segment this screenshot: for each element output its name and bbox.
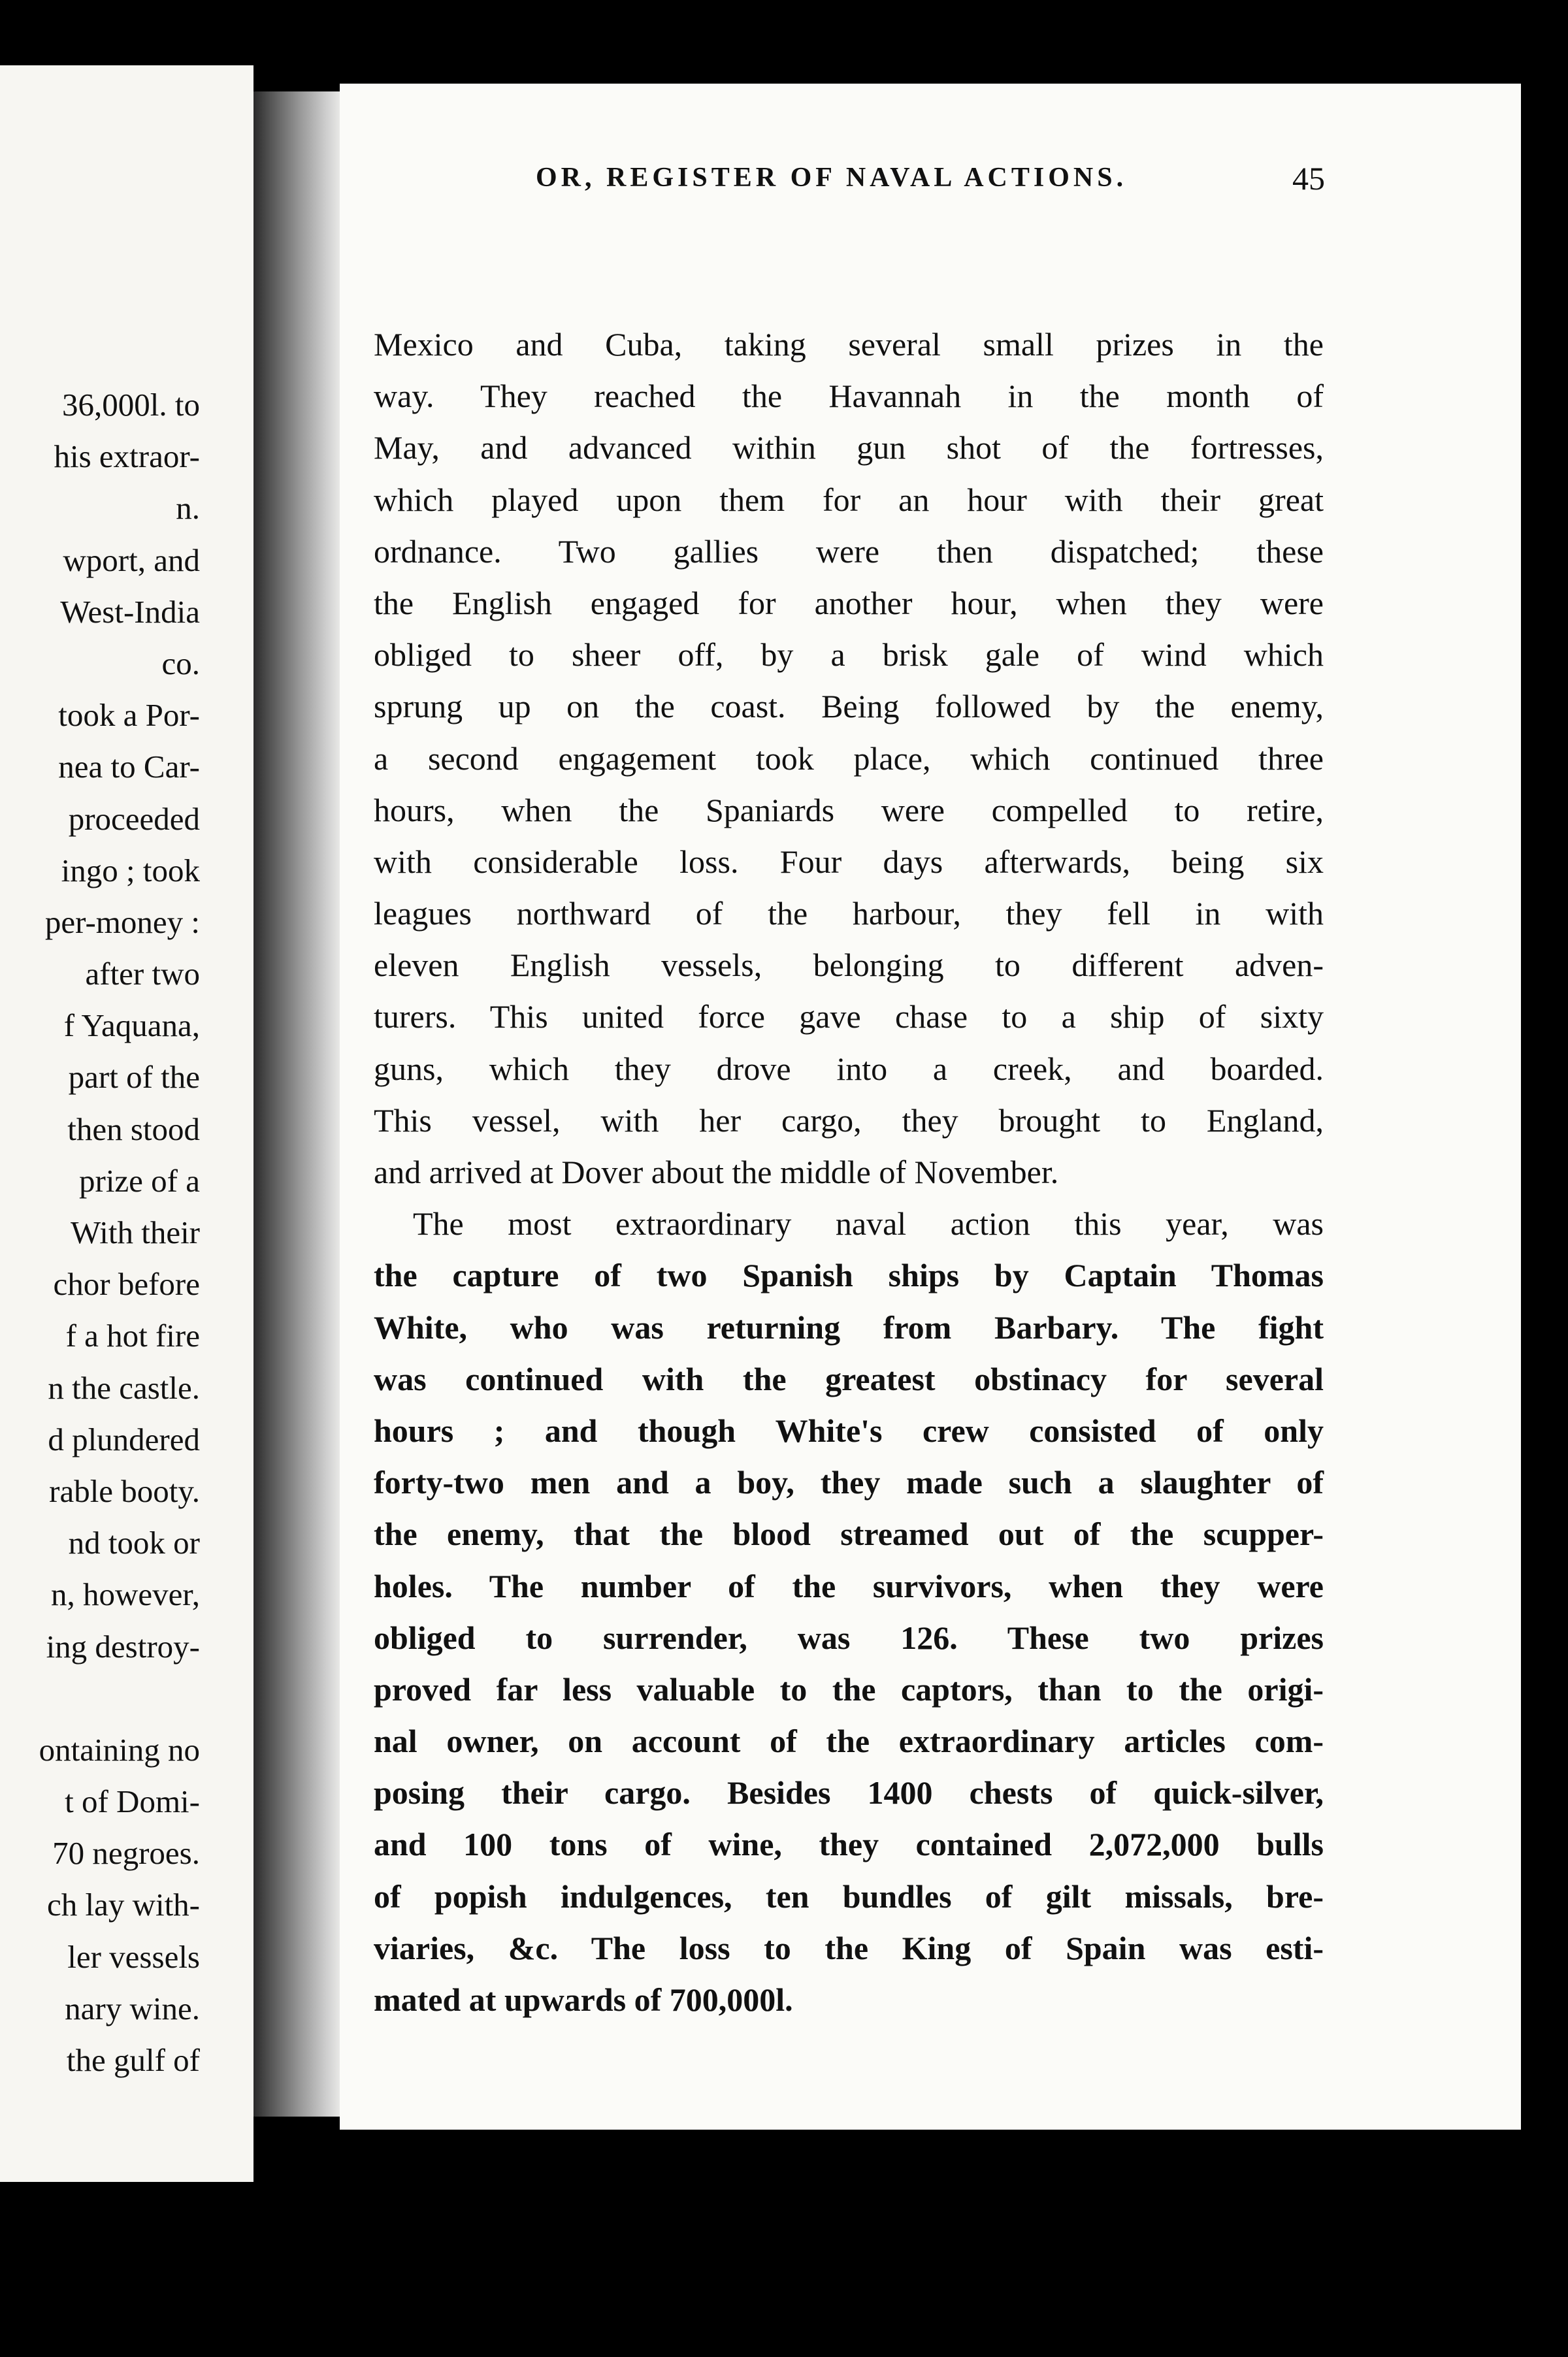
text-line: the English engaged for another hour, when they were xyxy=(374,584,1324,621)
text-line: viaries, &c. The loss to the King of Spain was esti- xyxy=(374,1929,1324,1966)
text-line: ordnance. Two gallies were then dispatched; these xyxy=(374,532,1324,570)
previous-page xyxy=(0,65,253,2182)
text-line: nea to Car- xyxy=(58,749,200,785)
text-line: wport, and xyxy=(63,542,200,578)
text-line: hours ; and though White's crew consisted of only xyxy=(374,1412,1324,1449)
text-line: 36,000l. to xyxy=(62,387,200,423)
text-line: of popish indulgences, ten bundles of gilt missals, bre- xyxy=(374,1877,1324,1915)
text-line xyxy=(39,1672,200,1724)
text-line: 70 negroes. xyxy=(52,1835,200,1872)
text-line: nal owner, on account of the extraordinary articles com- xyxy=(374,1723,1324,1760)
text-line: prize of a xyxy=(79,1162,200,1199)
text-line: With their xyxy=(70,1214,200,1250)
text-line: chor before xyxy=(53,1266,200,1303)
text-line: hours, when the Spaniards were compelled to retire, xyxy=(374,791,1324,828)
text-line: f a hot fire xyxy=(65,1318,200,1354)
text-line: West-India xyxy=(60,593,200,630)
text-line: part of the xyxy=(68,1059,200,1096)
text-line: a second engagement took place, which continued three xyxy=(374,740,1324,777)
text-line: the capture of two Spanish ships by Captain Thomas xyxy=(374,1257,1324,1294)
text-line: his extraor- xyxy=(54,438,200,475)
text-line: The most extraordinary naval action this year, was xyxy=(413,1205,1324,1243)
text-line: forty-two men and a boy, they made such a slaughter of xyxy=(374,1464,1324,1501)
text-line: ontaining no xyxy=(39,1731,200,1768)
text-line: obliged to surrender, was 126. These two prizes xyxy=(374,1619,1324,1656)
text-line: mated at upwards of 700,000l. xyxy=(374,1981,793,2018)
text-line: proceeded xyxy=(68,800,200,837)
page-number: 45 xyxy=(1292,160,1325,197)
text-line: posing their cargo. Besides 1400 chests of quick-silver, xyxy=(374,1774,1324,1812)
text-line: was continued with the greatest obstinacy for several xyxy=(374,1360,1324,1397)
text-line: proved far less valuable to the captors, than to the origi- xyxy=(374,1670,1324,1708)
text-line: with considerable loss. Four days afterwards, being six xyxy=(374,843,1324,880)
running-title: OR, REGISTER OF NAVAL ACTIONS. xyxy=(536,163,1128,193)
text-line: turers. This united force gave chase to a ship of sixty xyxy=(374,998,1324,1035)
text-line: White, who was returning from Barbary. The fight xyxy=(374,1309,1324,1346)
text-line: sprung up on the coast. Being followed by the enemy, xyxy=(374,688,1324,725)
text-line: which played upon them for an hour with their great xyxy=(374,481,1324,518)
text-line: t of Domi- xyxy=(65,1783,200,1820)
text-line: May, and advanced within gun shot of the fortresses, xyxy=(374,429,1324,466)
previous-page-text xyxy=(39,379,200,2086)
text-line: eleven English vessels, belonging to different adven- xyxy=(374,947,1324,984)
text-line: holes. The number of the survivors, when they were xyxy=(374,1567,1324,1604)
text-line: way. They reached the Havannah in the month of xyxy=(374,378,1324,415)
text-line: ingo ; took xyxy=(61,852,200,888)
text-line: and 100 tons of wine, they contained 2,072,000 bulls xyxy=(374,1826,1324,1863)
text-line: the gulf of xyxy=(66,2042,200,2078)
text-line: per-money : xyxy=(44,903,200,940)
text-line: n, however, xyxy=(51,1576,200,1613)
text-line: rable booty. xyxy=(49,1472,200,1509)
text-line: nary wine. xyxy=(65,1990,200,2026)
text-line: took a Por- xyxy=(58,697,200,734)
text-line: then stood xyxy=(67,1111,200,1147)
page-body-text xyxy=(374,319,1324,2026)
running-head xyxy=(536,162,1325,201)
text-line: ch lay with- xyxy=(46,1887,200,1923)
text-line: obliged to sheer off, by a brisk gale of wind which xyxy=(374,636,1324,674)
text-line: n the castle. xyxy=(48,1369,200,1406)
text-line: after two xyxy=(85,956,200,992)
text-line: and arrived at Dover about the middle of November. xyxy=(374,1154,1059,1190)
text-line: guns, which they drove into a creek, and boarded. xyxy=(374,1050,1324,1087)
text-line: ing destroy- xyxy=(46,1628,200,1665)
text-line: f Yaquana, xyxy=(63,1007,200,1044)
text-line: the enemy, that the blood streamed out of the scupper- xyxy=(374,1516,1324,1553)
book-gutter-shadow xyxy=(253,91,340,2117)
text-line: d plundered xyxy=(48,1421,200,1457)
text-line: ler vessels xyxy=(67,1938,200,1975)
text-line: co. xyxy=(161,645,200,681)
text-line: This vessel, with her cargo, they brought to England, xyxy=(374,1101,1324,1139)
text-line: n. xyxy=(176,490,200,527)
text-line: Mexico and Cuba, taking several small prizes in the xyxy=(374,326,1324,363)
text-line: nd took or xyxy=(68,1525,200,1561)
text-line: leagues northward of the harbour, they fell in with xyxy=(374,895,1324,932)
